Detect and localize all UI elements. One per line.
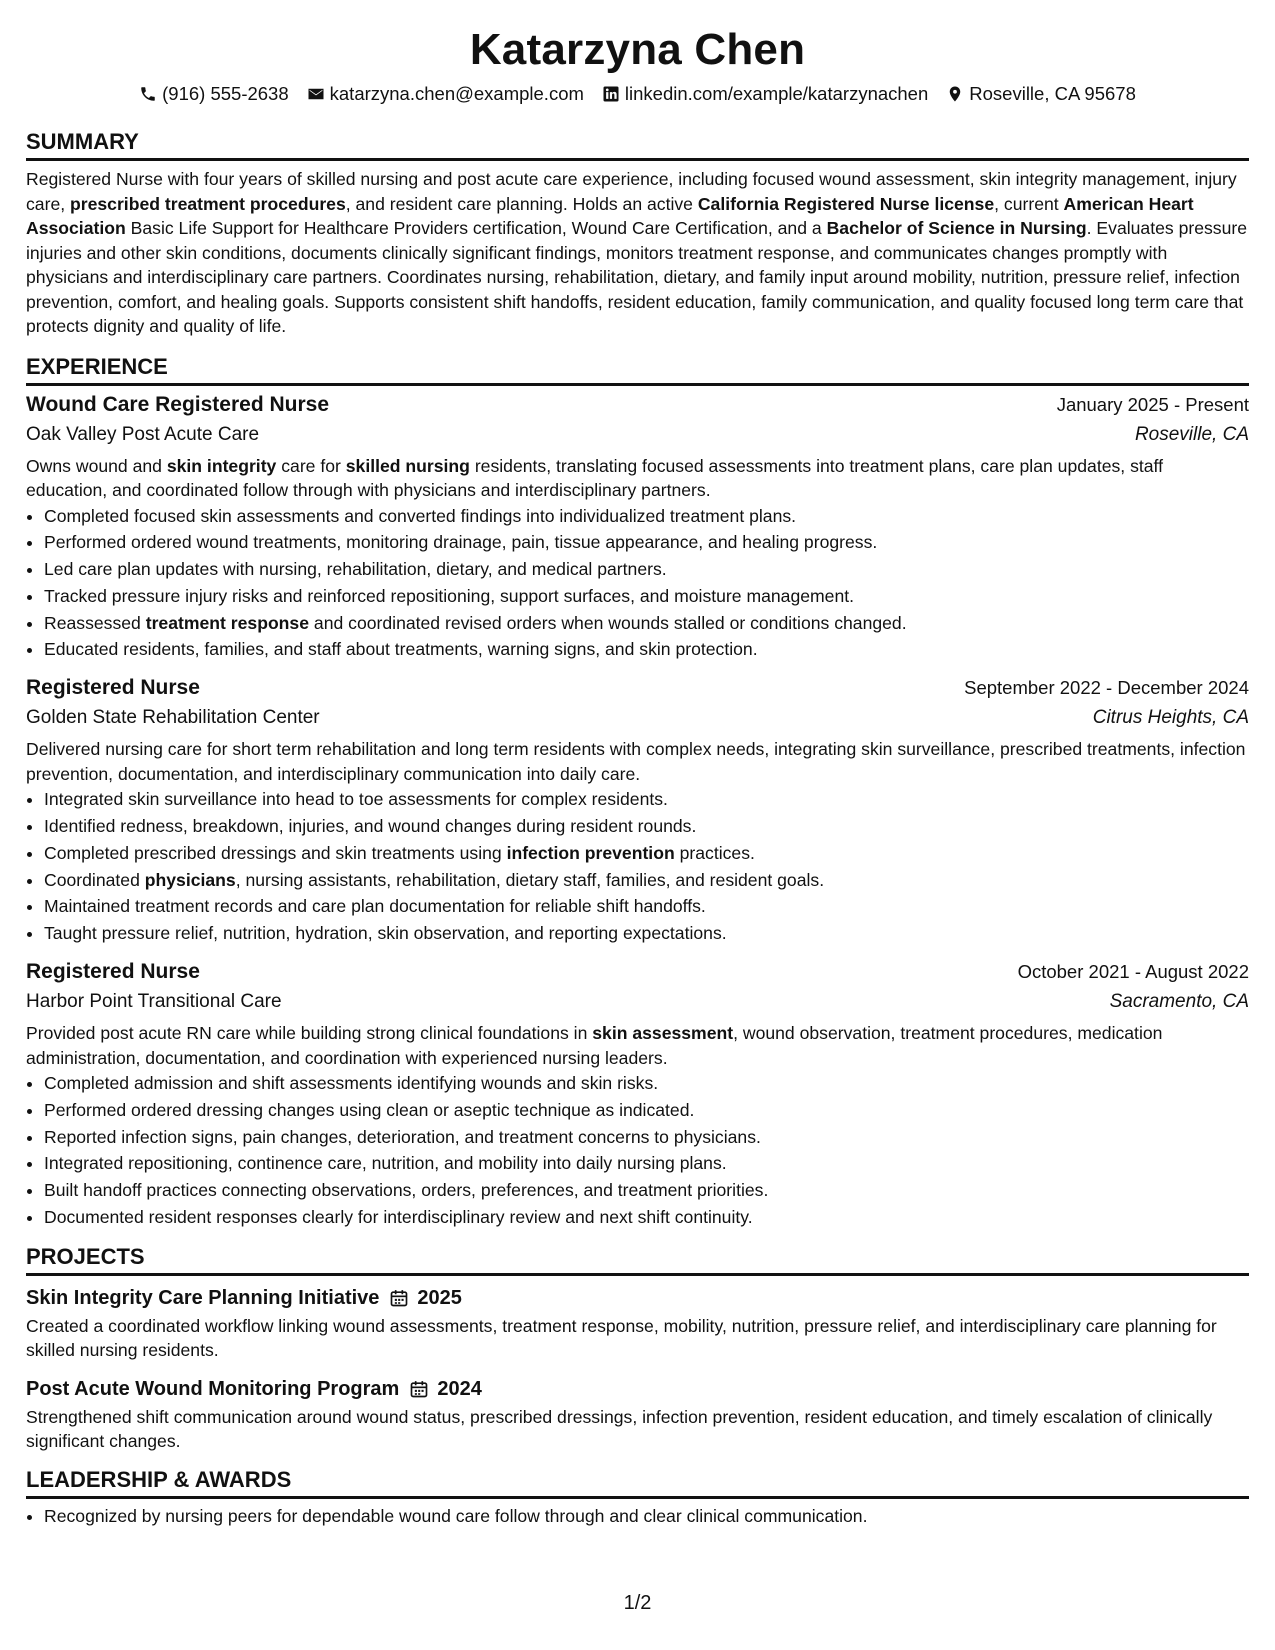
- job-title: Registered Nurse: [26, 676, 200, 700]
- contact-email[interactable]: [307, 82, 584, 106]
- job-bullet: • Integrated repositioning, continence care, nutrition, and mobility into daily nursing plans.: [44, 1150, 1249, 1177]
- job-bullet: • Identified redness, breakdown, injuries, and wound changes during resident rounds.: [44, 813, 1249, 840]
- project-list: [26, 1284, 1249, 1454]
- page-number: 1/2: [623, 1592, 652, 1614]
- job-header: [26, 957, 1249, 987]
- bold-phrase: skin integrity: [166, 455, 277, 476]
- job-bullet: • Performed ordered dressing changes using clean or aseptic technique as indicated.: [44, 1097, 1249, 1124]
- job-bullet: • Maintained treatment records and care plan documentation for reliable shift handoffs.: [44, 893, 1249, 920]
- job-bullet: • Reported infection signs, pain changes, deterioration, and treatment concerns to physicians.: [44, 1124, 1249, 1151]
- job-bullet: • Built handoff practices connecting observations, orders, preferences, and treatment priorities.: [44, 1177, 1249, 1204]
- project-description: Strengthened shift communication around wound status, prescribed dressings, infection prevention, resident education, and timely escalation of clinically significant changes.: [26, 1406, 1213, 1452]
- leadership-section: [26, 1466, 1249, 1530]
- location-text: Roseville, CA 95678: [969, 83, 1136, 104]
- section-title-experience: EXPERIENCE: [26, 353, 1249, 386]
- calendar-icon: [409, 1379, 429, 1399]
- job-bullet: • Tracked pressure injury risks and reinforced repositioning, support surfaces, and moisture management.: [44, 583, 1249, 610]
- job-bullet: • Performed ordered wound treatments, monitoring drainage, pain, tissue appearance, and healing progress.: [44, 529, 1249, 556]
- job-company: Golden State Rehabilitation Center: [26, 707, 320, 729]
- project-name: Skin Integrity Care Planning Initiative: [26, 1286, 380, 1309]
- project-year: [389, 1284, 462, 1312]
- contact-bar: [26, 82, 1249, 106]
- job-subheader: [26, 703, 1249, 733]
- job-bullet: • Taught pressure relief, nutrition, hydration, skin observation, and reporting expectations.: [44, 920, 1249, 947]
- summary-section: [26, 128, 1249, 339]
- job-bullet: • Educated residents, families, and staff about treatments, warning signs, and skin protection.: [44, 636, 1249, 663]
- job-entry: [26, 957, 1249, 1231]
- job-bullet: • Integrated skin surveillance into head to toe assessments for complex residents.: [44, 786, 1249, 813]
- job-bullet: • Completed admission and shift assessments identifying wounds and skin risks.: [44, 1070, 1249, 1097]
- projects-section: [26, 1243, 1249, 1454]
- section-title-projects: PROJECTS: [26, 1243, 1249, 1276]
- job-entry: [26, 390, 1249, 664]
- job-dates: September 2022 - December 2024: [964, 677, 1249, 699]
- experience-section: [26, 353, 1249, 1231]
- project-year-text: 2025: [417, 1286, 462, 1309]
- map-pin-icon: [946, 85, 964, 103]
- job-header: [26, 390, 1249, 420]
- section-title-leadership: LEADERSHIP & AWARDS: [26, 1466, 1249, 1499]
- job-bullet: • Reassessed treatment response and coordinated revised orders when wounds stalled or conditions changed.: [44, 610, 1249, 637]
- linkedin-icon: [602, 85, 620, 103]
- job-bullet: • Documented resident responses clearly for interdisciplinary review and next shift continuity.: [44, 1204, 1249, 1231]
- contact-phone: [139, 82, 289, 106]
- project-description: Created a coordinated workflow linking wound assessments, treatment response, mobility, nutrition, pressure relief, and interdisciplinary care planning for skilled nursing residents.: [26, 1315, 1217, 1361]
- linkedin-url[interactable]: linkedin.com/example/katarzynachen: [624, 83, 929, 104]
- job-location: Roseville, CA: [1134, 423, 1249, 445]
- job-dates: October 2021 - August 2022: [1017, 961, 1249, 983]
- phone-number: (916) 555-2638: [162, 83, 289, 104]
- job-list: [26, 390, 1249, 1231]
- job-title: Wound Care Registered Nurse: [26, 392, 330, 416]
- envelope-icon: [307, 85, 325, 103]
- phone-icon: [139, 85, 157, 103]
- job-bullet-list: [26, 503, 1249, 664]
- job-dates: January 2025 - Present: [1056, 393, 1249, 415]
- job-title: Registered Nurse: [26, 960, 200, 984]
- contact-linkedin[interactable]: [602, 82, 928, 106]
- job-bullet: • Completed focused skin assessments and converted findings into individualized treatment plans.: [44, 503, 1249, 530]
- job-header: [26, 673, 1249, 703]
- job-bullet-list: [26, 1070, 1249, 1231]
- email-address[interactable]: katarzyna.chen@example.com: [329, 83, 584, 104]
- section-title-summary: SUMMARY: [26, 128, 1249, 161]
- job-bullet-list: [26, 786, 1249, 947]
- project-header: [26, 1284, 1249, 1312]
- job-description: Delivered nursing care for short term rehabilitation and long term residents with complex needs, integrating skin surveillance, prescribed treatments, infection prevention, documentation, and interdisciplinary communication into daily care.: [26, 739, 1246, 784]
- summary-text: Registered Nurse with four years of skilled nursing and post acute care experience, including focused wound assessment, skin integrity management, injury care, prescribed treatment procedures, and resident care planning. Holds an active California Registered Nurse license, current American Heart Association Basic Life Support for Healthcare Providers certification, Wound Care Certification, and a Bachelor of Science in Nursing. Evaluates pressure injuries and other skin conditions, documents clinically significant findings, monitors treatment response, and communicates changes promptly with physicians and interdisciplinary care partners. Coordinates nursing, rehabilitation, dietary, and family input around mobility, nutrition, pressure relief, infection prevention, comfort, and healing goals. Supports consistent shift handoffs, resident education, family communication, and quality focused long term care that protects dignity and quality of life.: [26, 169, 1248, 336]
- bold-phrase: Bachelor of Science in Nursing: [826, 218, 1087, 238]
- resume-page: [26, 0, 1249, 1530]
- leadership-list: [26, 1503, 1249, 1530]
- bold-phrase: skin assessment: [592, 1023, 734, 1044]
- bold-phrase: infection prevention: [506, 842, 675, 863]
- project-entry: [26, 1284, 1249, 1363]
- project-entry: [26, 1375, 1249, 1454]
- job-bullet: • Coordinated physicians, nursing assistants, rehabilitation, dietary staff, families, and resident goals.: [44, 867, 1249, 894]
- job-location: Citrus Heights, CA: [1092, 707, 1249, 729]
- bold-phrase: California Registered Nurse license: [697, 193, 995, 214]
- job-subheader: [26, 420, 1249, 450]
- bold-phrase: prescribed treatment procedures: [70, 193, 346, 214]
- bold-phrase: American Heart Association: [26, 193, 1194, 238]
- bold-phrase: skilled nursing: [345, 455, 470, 476]
- job-bullet: • Led care plan updates with nursing, rehabilitation, dietary, and medical partners.: [44, 556, 1249, 583]
- job-entry: [26, 673, 1249, 947]
- candidate-name: Katarzyna Chen: [469, 25, 806, 74]
- project-year: [409, 1375, 482, 1403]
- job-bullet: • Completed prescribed dressings and skin treatments using infection prevention practices.: [44, 840, 1249, 867]
- calendar-icon: [389, 1288, 409, 1308]
- contact-location: [946, 82, 1136, 106]
- project-name: Post Acute Wound Monitoring Program: [26, 1377, 400, 1400]
- bold-phrase: treatment response: [145, 612, 310, 633]
- job-location: Sacramento, CA: [1109, 991, 1249, 1013]
- job-company: Harbor Point Transitional Care: [26, 991, 282, 1013]
- job-subheader: [26, 987, 1249, 1017]
- project-year-text: 2024: [437, 1377, 482, 1400]
- job-company: Oak Valley Post Acute Care: [26, 423, 260, 445]
- job-description: Provided post acute RN care while building strong clinical foundations in skin assessment, wound observation, treatment procedures, medication administration, documentation, and coordination with experienced nursing leaders.: [26, 1023, 1163, 1068]
- bold-phrase: physicians: [144, 869, 236, 890]
- job-description: Owns wound and skin integrity care for skilled nursing residents, translating focused assessments into treatment plans, care plan updates, staff education, and coordinated follow through with physicians and interdisciplinary partners.: [26, 455, 1163, 500]
- leadership-bullet: • Recognized by nursing peers for dependable wound care follow through and clear clinical communication.: [44, 1503, 1249, 1530]
- project-header: [26, 1375, 1249, 1403]
